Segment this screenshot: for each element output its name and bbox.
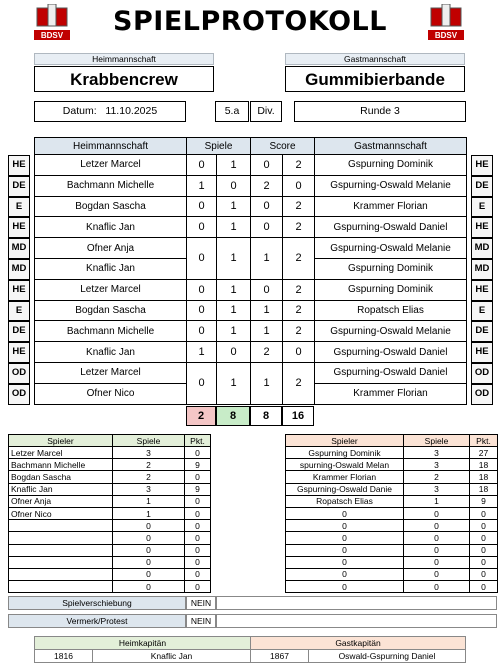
match-sc2: 2 [283,196,315,217]
stats-name: 0 [286,581,404,593]
away-stats-col-pkt: Pkt. [470,435,498,447]
stats-name: Krammer Florian [286,471,404,483]
away-captain-name: Oswald-Gspurning Daniel [309,650,466,663]
stats-row [286,495,498,507]
match-home-player: Knaflic Jan [35,217,187,238]
stats-name [9,520,113,532]
match-away-player: Gspurning Dominik [315,258,467,279]
stats-spiele: 3 [113,447,185,459]
captains-table [34,636,466,663]
match-sc1: 1 [251,321,283,342]
match-row [35,279,467,300]
match-sc2: 2 [283,238,315,280]
stats-pkt: 9 [185,483,211,495]
match-home-player: Bogdan Sascha [35,196,187,217]
stats-spiele: 2 [113,471,185,483]
match-type-left: HE [8,342,30,363]
protest-notes [216,614,497,628]
stats-row [286,483,498,495]
stats-spiele: 1 [113,495,185,507]
stats-name [9,568,113,580]
match-away-player: Ropatsch Elias [315,300,467,321]
match-home-player: Bogdan Sascha [35,300,187,321]
stats-name: 0 [286,507,404,519]
stats-name: 0 [286,544,404,556]
stats-row [286,447,498,459]
stats-name [9,544,113,556]
match-row [35,196,467,217]
match-s2: 0 [217,175,251,196]
match-row [35,175,467,196]
stats-row [9,532,211,544]
stats-pkt: 0 [185,447,211,459]
stats-row [286,532,498,544]
stats-row [9,544,211,556]
stats-row [9,459,211,471]
stats-pkt: 0 [185,471,211,483]
match-sc1: 0 [251,279,283,300]
match-type-right: MD [471,238,493,259]
match-type-left: HE [8,217,30,238]
match-s2: 1 [217,196,251,217]
stats-spiele: 0 [113,520,185,532]
match-away-player: Gspurning-Oswald Melanie [315,175,467,196]
stats-pkt: 18 [470,483,498,495]
match-type-left: DE [8,321,30,342]
match-type-right: HE [471,217,493,238]
home-stats-col-spieler: Spieler [9,435,113,447]
away-team-name: Gummibierbande [285,66,465,92]
match-row [35,155,467,176]
match-sc2: 2 [283,279,315,300]
away-captain-id: 1867 [251,650,309,663]
match-sc1: 1 [251,300,283,321]
stats-name: Knaflic Jan [9,483,113,495]
stats-pkt: 0 [470,581,498,593]
total-spiele-home: 2 [186,406,216,426]
stats-spiele: 0 [113,568,185,580]
match-s1: 1 [187,342,217,363]
stats-spiele: 0 [404,544,470,556]
match-s1: 0 [187,217,217,238]
match-sc1: 0 [251,155,283,176]
stats-row [286,471,498,483]
svg-text:BDSV: BDSV [40,31,64,40]
match-type-right: DE [471,176,493,197]
match-home-player: Bachmann Michelle [35,321,187,342]
match-type-left: OD [8,363,30,384]
home-captain-label: Heimkapitän [35,637,251,650]
stats-pkt: 18 [470,459,498,471]
home-player-stats [8,434,211,593]
match-s2: 1 [217,362,251,404]
stats-pkt: 0 [185,568,211,580]
stats-spiele: 3 [404,459,470,471]
stats-pkt: 9 [185,459,211,471]
stats-spiele: 1 [404,495,470,507]
match-sc2: 0 [283,342,315,363]
stats-spiele: 3 [404,447,470,459]
match-sc2: 2 [283,155,315,176]
stats-spiele: 0 [113,581,185,593]
stats-row [286,544,498,556]
match-away-player: Gspurning-Oswald Daniel [315,342,467,363]
col-spiele: Spiele [187,138,251,155]
stats-name: Bachmann Michelle [9,459,113,471]
match-s1: 0 [187,300,217,321]
match-type-right: OD [471,363,493,384]
match-s1: 0 [187,196,217,217]
stats-row [9,483,211,495]
stats-name: Gspurning-Oswald Danie [286,483,404,495]
stats-spiele: 1 [113,507,185,519]
stats-spiele: 3 [404,483,470,495]
stats-spiele: 0 [113,556,185,568]
match-sc2: 2 [283,321,315,342]
match-type-right: HE [471,155,493,176]
stats-spiele: 3 [113,483,185,495]
match-home-player: Knaflic Jan [35,342,187,363]
match-type-right: MD [471,259,493,280]
match-sc2: 2 [283,362,315,404]
stats-row [9,568,211,580]
match-s1: 0 [187,238,217,280]
date-value: 11.10.2025 [105,105,158,117]
away-player-stats [285,434,498,593]
match-sc2: 2 [283,217,315,238]
match-home-player: Ofner Nico [35,383,187,404]
match-away-player: Gspurning-Oswald Daniel [315,362,467,383]
stats-name: Gspurning Dominik [286,447,404,459]
match-away-player: Gspurning Dominik [315,279,467,300]
match-type-left: OD [8,384,30,405]
match-row [35,217,467,238]
stats-spiele: 2 [404,471,470,483]
stats-spiele: 0 [113,544,185,556]
home-stats-col-pkt: Pkt. [185,435,211,447]
stats-pkt: 0 [185,520,211,532]
page-title: SPIELPROTOKOLL [113,6,387,37]
stats-pkt: 18 [470,471,498,483]
match-away-player: Gspurning-Oswald Daniel [315,217,467,238]
match-sc1: 1 [251,238,283,280]
stats-row [9,581,211,593]
match-type-left: E [8,197,30,218]
date-field [34,101,186,122]
match-sc1: 2 [251,342,283,363]
match-home-player: Ofner Anja [35,238,187,259]
match-home-player: Letzer Marcel [35,362,187,383]
stats-name: 0 [286,556,404,568]
match-s1: 0 [187,155,217,176]
svg-text:BDSV: BDSV [434,31,458,40]
stats-pkt: 0 [185,495,211,507]
stats-spiele: 0 [404,581,470,593]
stats-pkt: 0 [185,507,211,519]
stats-pkt: 0 [185,544,211,556]
stats-pkt: 0 [185,581,211,593]
match-type-left: MD [8,259,30,280]
total-score-away: 16 [282,406,314,426]
match-s2: 1 [217,155,251,176]
match-row [35,238,467,259]
stats-name: Ofner Anja [9,495,113,507]
stats-name: 0 [286,532,404,544]
stats-pkt: 0 [185,532,211,544]
spielverschiebung-label: Spielverschiebung [8,596,186,610]
away-team-label: Gastmannschaft [285,53,465,65]
stats-pkt: 9 [470,495,498,507]
away-captain-label: Gastkapitän [251,637,466,650]
stats-row [286,507,498,519]
stats-spiele: 0 [404,520,470,532]
match-away-player: Gspurning Dominik [315,155,467,176]
stats-pkt: 0 [470,544,498,556]
match-sc2: 2 [283,300,315,321]
match-type-left: HE [8,280,30,301]
match-away-player: Krammer Florian [315,196,467,217]
stats-row [286,556,498,568]
match-type-right: E [471,301,493,322]
spielverschiebung-notes [216,596,497,610]
match-type-left: DE [8,176,30,197]
match-s2: 0 [217,342,251,363]
match-row [35,321,467,342]
home-team-name: Krabbencrew [34,66,214,92]
stats-row [286,459,498,471]
col-score: Score [251,138,315,155]
stats-name [9,532,113,544]
stats-name: 0 [286,568,404,580]
stats-row [9,471,211,483]
total-spiele-away: 8 [216,406,250,426]
match-away-player: Gspurning-Oswald Melanie [315,321,467,342]
match-s1: 0 [187,362,217,404]
stats-row [9,556,211,568]
match-sc1: 0 [251,196,283,217]
date-label: Datum: [62,105,97,117]
spielverschiebung-value: NEIN [186,596,216,610]
stats-pkt: 0 [470,507,498,519]
away-stats-col-spieler: Spieler [286,435,404,447]
match-s2: 1 [217,300,251,321]
stats-pkt: 0 [470,520,498,532]
match-type-right: HE [471,280,493,301]
stats-spiele: 0 [113,532,185,544]
stats-pkt: 0 [470,532,498,544]
division-value: 5.a [215,101,249,122]
stats-row [9,495,211,507]
stats-name [9,556,113,568]
home-captain-name: Knaflic Jan [93,650,251,663]
stats-name [9,581,113,593]
match-s1: 1 [187,175,217,196]
match-row [35,362,467,383]
match-type-right: HE [471,342,493,363]
match-s2: 1 [217,279,251,300]
match-row [35,342,467,363]
stats-row [286,568,498,580]
match-sc2: 0 [283,175,315,196]
stats-row [286,520,498,532]
match-s2: 1 [217,321,251,342]
match-s1: 0 [187,279,217,300]
stats-row [9,507,211,519]
stats-name: Ofner Nico [9,507,113,519]
stats-row [286,581,498,593]
match-s2: 1 [217,217,251,238]
match-type-right: OD [471,384,493,405]
stats-row [9,447,211,459]
stats-name: Ropatsch Elias [286,495,404,507]
match-type-right: DE [471,321,493,342]
stats-spiele: 0 [404,568,470,580]
total-score-home: 8 [250,406,282,426]
stats-name: spurning-Oswald Melan [286,459,404,471]
match-sc1: 0 [251,217,283,238]
match-sc1: 1 [251,362,283,404]
home-stats-col-spiele: Spiele [113,435,185,447]
match-home-player: Letzer Marcel [35,279,187,300]
match-away-player: Gspurning-Oswald Melanie [315,238,467,259]
match-table [34,137,467,405]
stats-spiele: 2 [113,459,185,471]
stats-pkt: 0 [470,556,498,568]
match-away-player: Krammer Florian [315,383,467,404]
match-type-left: MD [8,238,30,259]
match-row [35,300,467,321]
round-field: Runde 3 [294,101,466,122]
stats-pkt: 0 [470,568,498,580]
stats-row [9,520,211,532]
match-home-player: Knaflic Jan [35,258,187,279]
match-s2: 1 [217,238,251,280]
protest-label: Vermerk/Protest [8,614,186,628]
protest-value: NEIN [186,614,216,628]
home-team-label: Heimmannschaft [34,53,214,65]
match-type-left: E [8,301,30,322]
stats-spiele: 0 [404,532,470,544]
match-type-left: HE [8,155,30,176]
stats-name: Letzer Marcel [9,447,113,459]
col-away: Gastmannschaft [315,138,467,155]
home-captain-id: 1816 [35,650,93,663]
match-type-right: E [471,197,493,218]
away-stats-col-spiele: Spiele [404,435,470,447]
match-sc1: 2 [251,175,283,196]
stats-spiele: 0 [404,507,470,519]
match-home-player: Bachmann Michelle [35,175,187,196]
stats-pkt: 0 [185,556,211,568]
match-s1: 0 [187,321,217,342]
stats-spiele: 0 [404,556,470,568]
match-home-player: Letzer Marcel [35,155,187,176]
stats-pkt: 27 [470,447,498,459]
col-home: Heimmannschaft [35,138,187,155]
stats-name: 0 [286,520,404,532]
stats-name: Bogdan Sascha [9,471,113,483]
division-label: Div. [250,101,282,122]
